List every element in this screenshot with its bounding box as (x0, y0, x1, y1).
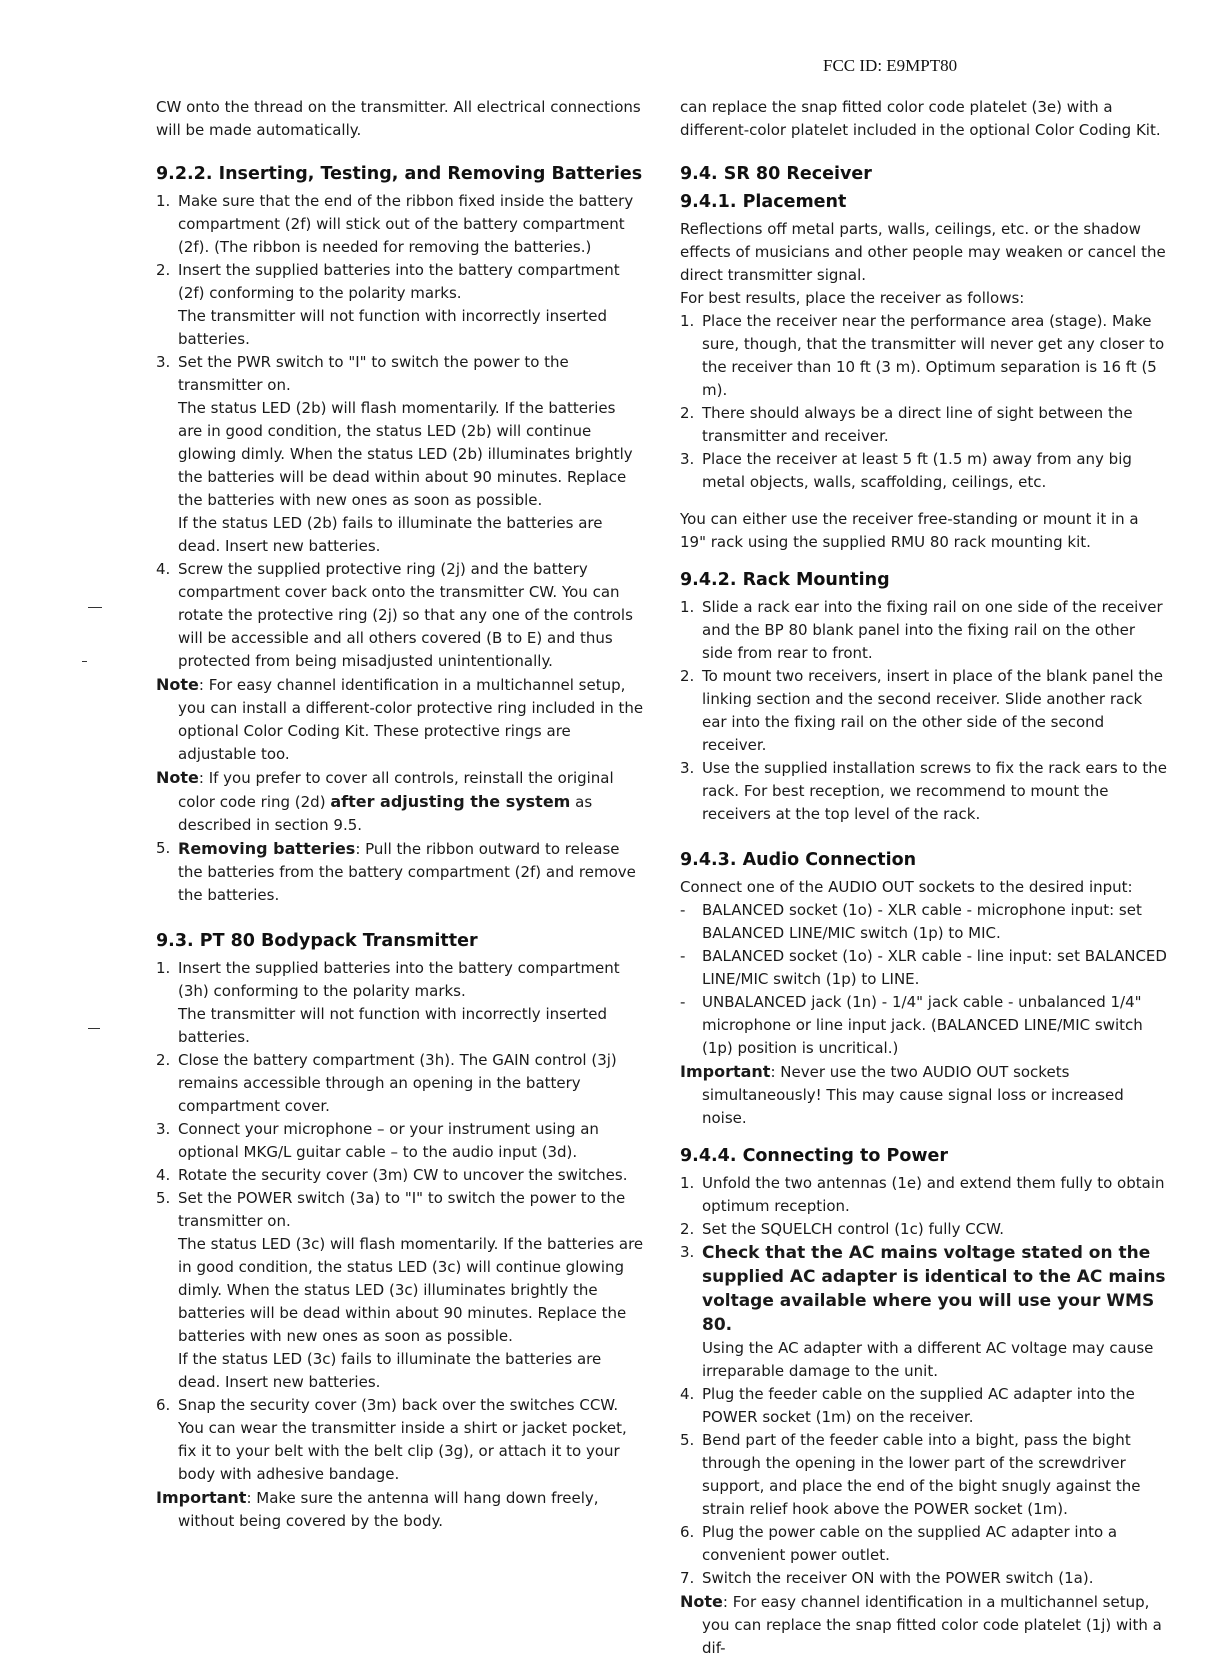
important-block (156, 1486, 644, 1533)
section-heading-9-4-2: 9.4.2. Rack Mounting (680, 570, 890, 590)
item-subtext: You can wear the transmitter inside a shirt or jacket pocket, fix it to your belt with the belt clip (3g), or attach it to your body with adhesive bandage. (178, 1419, 627, 1483)
item-number: 7. (680, 1569, 695, 1587)
important-block (680, 1060, 1168, 1130)
item-subtext: The status LED (3c) will flash momentarily. If the batteries are in good condition, the status LED (3c) will continue glowing dimly. When the status LED (3c) illuminates brightly the batteries will be dead within about 90 minutes. Replace the batteries with new ones as soon as possible. (178, 1235, 644, 1345)
section-heading-9-4: 9.4. SR 80 Receiver (680, 164, 872, 184)
item-number: 6. (156, 1396, 171, 1414)
item-subtext: If the status LED (3c) fails to illuminate the batteries are dead. Insert new batteries. (178, 1350, 602, 1391)
list-item (156, 259, 644, 351)
item-number: 2. (680, 404, 695, 422)
list-item (680, 1172, 1168, 1218)
section-heading-9-3: 9.3. PT 80 Bodypack Transmitter (156, 931, 478, 951)
note-block (156, 766, 644, 837)
list-item (156, 1118, 644, 1164)
audio-connection-list (680, 899, 1168, 1060)
list-item (156, 1187, 644, 1394)
item-text: Set the PWR switch to "I" to switch the power to the transmitter on. (178, 353, 569, 394)
item-number: 4. (156, 560, 171, 578)
fcc-id: FCC ID: E9MPT80 (823, 56, 958, 75)
item-number: 3. (680, 450, 695, 468)
item-emphasis: Check that the AC mains voltage stated on the supplied AC adapter is identical to the AC mains voltage available where you will use your WMS 80. (702, 1243, 1166, 1335)
list-item (680, 991, 1168, 1060)
item-emphasis: Removing batteries (178, 839, 356, 858)
scan-mark (88, 607, 102, 608)
item-number: 1. (680, 1174, 695, 1192)
spacer (680, 494, 1168, 508)
dash-marker: - (680, 993, 686, 1011)
item-number: 1. (680, 598, 695, 616)
item-number: 5. (156, 839, 171, 857)
note-label: Note (680, 1592, 723, 1611)
item-text: Place the receiver at least 5 ft (1.5 m) away from any big metal objects, walls, scaffolding, ceilings, etc. (702, 450, 1132, 491)
battery-steps-list (156, 190, 644, 673)
item-text: Screw the supplied protective ring (2j) and the battery compartment cover back onto the transmitter CW. You can rotate the protective ring (2j) so that any one of the controls will be accessible and all others covered (B to E) and thus protected from being misadjusted unintentionally. (178, 560, 633, 670)
power-steps-list (680, 1172, 1168, 1590)
note-block (156, 673, 644, 766)
item-number: 2. (680, 667, 695, 685)
list-item (680, 1383, 1168, 1429)
item-text: : Pull the ribbon outward to release the batteries from the battery compartment (2f) and remove the batteries. (178, 840, 636, 904)
note-text: : For easy channel identification in a multichannel setup, you can replace the snap fitted color code platelet (1j) with a dif- (702, 1593, 1162, 1657)
list-item (156, 1049, 644, 1118)
list-item (680, 1241, 1168, 1383)
transmitter-steps-list (156, 957, 644, 1486)
list-item (680, 945, 1168, 991)
list-item (156, 190, 644, 259)
dash-marker: - (680, 947, 686, 965)
paragraph: For best results, place the receiver as follows: (680, 289, 1025, 307)
important-text: : Make sure the antenna will hang down freely, without being covered by the body. (178, 1489, 599, 1530)
item-text: Insert the supplied batteries into the battery compartment (2f) conforming to the polarity marks. (178, 261, 620, 302)
list-item (680, 402, 1168, 448)
section-heading-9-4-1: 9.4.1. Placement (680, 192, 847, 212)
section-heading-9-4-3: 9.4.3. Audio Connection (680, 850, 917, 870)
item-subtext: The status LED (2b) will flash momentarily. If the batteries are in good condition, the status LED (2b) will continue glowing dimly. When the status LED (2b) illuminates brightly the batteries will be dead within about 90 minutes. Replace the batteries with new ones as soon as possible. (178, 399, 633, 509)
list-item (680, 1218, 1168, 1241)
item-text: Unfold the two antennas (1e) and extend them fully to obtain optimum reception. (702, 1174, 1165, 1215)
item-subtext: The transmitter will not function with incorrectly inserted batteries. (178, 307, 607, 348)
note-text: : If you prefer to cover all controls, reinstall the original color code ring (2d) (178, 769, 614, 811)
item-text: Slide a rack ear into the fixing rail on one side of the receiver and the BP 80 blank panel into the fixing rail on the other side from rear to front. (702, 598, 1163, 662)
note-label: Note (156, 675, 199, 694)
item-text: Close the battery compartment (3h). The GAIN control (3j) remains accessible through an opening in the battery compartment cover. (178, 1051, 617, 1115)
dash-marker: - (680, 901, 686, 919)
item-text: BALANCED socket (1o) - XLR cable - microphone input: set BALANCED LINE/MIC switch (1p) to MIC. (702, 901, 1142, 942)
note-text: : For easy channel identification in a multichannel setup, you can install a different-color protective ring included in the optional Color Coding Kit. These protective rings are adjustable too. (178, 676, 644, 763)
continued-paragraph: CW onto the thread on the transmitter. All electrical connections will be made automatically. (156, 98, 641, 139)
item-subtext: If the status LED (2b) fails to illuminate the batteries are dead. Insert new batteries. (178, 514, 603, 555)
item-text: Use the supplied installation screws to fix the rack ears to the rack. For best reception, we recommend to mount the receivers at the top level of the rack. (702, 759, 1167, 823)
note-block (680, 1590, 1168, 1660)
note-emphasis: after adjusting the system (330, 792, 571, 811)
item-number: 4. (680, 1385, 695, 1403)
section-heading-9-2-2: 9.2.2. Inserting, Testing, and Removing Batteries (156, 164, 643, 184)
list-item (156, 1394, 644, 1486)
item-text: Plug the power cable on the supplied AC adapter into a convenient power outlet. (702, 1523, 1118, 1564)
item-number: 3. (156, 353, 171, 371)
item-number: 3. (680, 1243, 695, 1261)
item-text: Place the receiver near the performance area (stage). Make sure, though, that the transmitter will never get any closer to the receiver than 10 ft (3 m). Optimum separation is 16 ft (5 m). (702, 312, 1165, 399)
item-text: Insert the supplied batteries into the battery compartment (3h) conforming to the polarity marks. (178, 959, 620, 1000)
left-column (156, 96, 644, 1533)
item-number: 6. (680, 1523, 695, 1541)
placement-list (680, 310, 1168, 494)
item-text: Switch the receiver ON with the POWER switch (1a). (702, 1569, 1094, 1587)
list-item (156, 837, 644, 907)
list-item (680, 757, 1168, 826)
item-text: BALANCED socket (1o) - XLR cable - line input: set BALANCED LINE/MIC switch (1p) to LINE. (702, 947, 1167, 988)
section-heading-9-4-4: 9.4.4. Connecting to Power (680, 1146, 949, 1166)
item-number: 1. (156, 959, 171, 977)
item-text: To mount two receivers, insert in place of the blank panel the linking section and the second receiver. Slide another rack ear into the fixing rail on the other side of the second receiver. (702, 667, 1163, 754)
paragraph: You can either use the receiver free-standing or mount it in a 19" rack using the supplied RMU 80 rack mounting kit. (680, 510, 1139, 551)
item-text: Set the SQUELCH control (1c) fully CCW. (702, 1220, 1005, 1238)
item-number: 5. (680, 1431, 695, 1449)
item-number: 2. (156, 1051, 171, 1069)
list-item (680, 596, 1168, 665)
item-number: 2. (156, 261, 171, 279)
item-number: 2. (680, 1220, 695, 1238)
list-item (156, 1164, 644, 1187)
item-text: Set the POWER switch (3a) to "I" to switch the power to the transmitter on. (178, 1189, 626, 1230)
item-text: Snap the security cover (3m) back over the switches CCW. (178, 1396, 619, 1414)
important-label: Important (680, 1062, 771, 1081)
item-text: Bend part of the feeder cable into a bight, pass the bight through the opening in the lower part of the screwdriver support, and place the end of the bight snugly against the strain relief hook above the POWER socket (1m). (702, 1431, 1141, 1518)
item-subtext: Using the AC adapter with a different AC voltage may cause irreparable damage to the unit. (702, 1339, 1154, 1380)
item-text: UNBALANCED jack (1n) - 1/4" jack cable - unbalanced 1/4" microphone or line input jack. (BALANCED LINE/MIC switch (1p) position is uncritical.) (702, 993, 1143, 1057)
list-item (680, 310, 1168, 402)
list-item (680, 448, 1168, 494)
important-label: Important (156, 1488, 247, 1507)
list-item (680, 1521, 1168, 1567)
item-number: 5. (156, 1189, 171, 1207)
list-item (680, 665, 1168, 757)
important-text: : Never use the two AUDIO OUT sockets simultaneously! This may cause signal loss or increased noise. (702, 1063, 1124, 1127)
list-item (680, 899, 1168, 945)
list-item (680, 1429, 1168, 1521)
list-item (680, 1567, 1168, 1590)
item-text: Rotate the security cover (3m) CW to uncover the switches. (178, 1166, 628, 1184)
right-column (680, 96, 1168, 1660)
item-text: There should always be a direct line of sight between the transmitter and receiver. (702, 404, 1133, 445)
paragraph: Connect one of the AUDIO OUT sockets to the desired input: (680, 878, 1133, 896)
item-text: Make sure that the end of the ribbon fixed inside the battery compartment (2f) will stick out of the battery compartment (2f). (The ribbon is needed for removing the batteries.) (178, 192, 634, 256)
paragraph: Reflections off metal parts, walls, ceilings, etc. or the shadow effects of musicians and other people may weaken or cancel the direct transmitter signal. (680, 220, 1166, 284)
item-text: Plug the feeder cable on the supplied AC adapter into the POWER socket (1m) on the receiver. (702, 1385, 1135, 1426)
item-number: 1. (156, 192, 171, 210)
note-label: Note (156, 768, 199, 787)
list-item (156, 558, 644, 673)
scan-mark (82, 661, 87, 662)
list-item (156, 957, 644, 1049)
item-number: 1. (680, 312, 695, 330)
note-text: as described in section 9.5. (178, 793, 593, 834)
item-text: Connect your microphone – or your instrument using an optional MKG/L guitar cable – to the audio input (3d). (178, 1120, 599, 1161)
item-subtext: The transmitter will not function with incorrectly inserted batteries. (178, 1005, 607, 1046)
item-number: 4. (156, 1166, 171, 1184)
list-item (156, 351, 644, 558)
scan-mark (88, 1028, 100, 1029)
item-number: 3. (680, 759, 695, 777)
continued-paragraph: can replace the snap fitted color code platelet (3e) with a different-color platelet included in the optional Color Coding Kit. (680, 98, 1161, 139)
item-number: 3. (156, 1120, 171, 1138)
rack-mounting-list (680, 596, 1168, 826)
